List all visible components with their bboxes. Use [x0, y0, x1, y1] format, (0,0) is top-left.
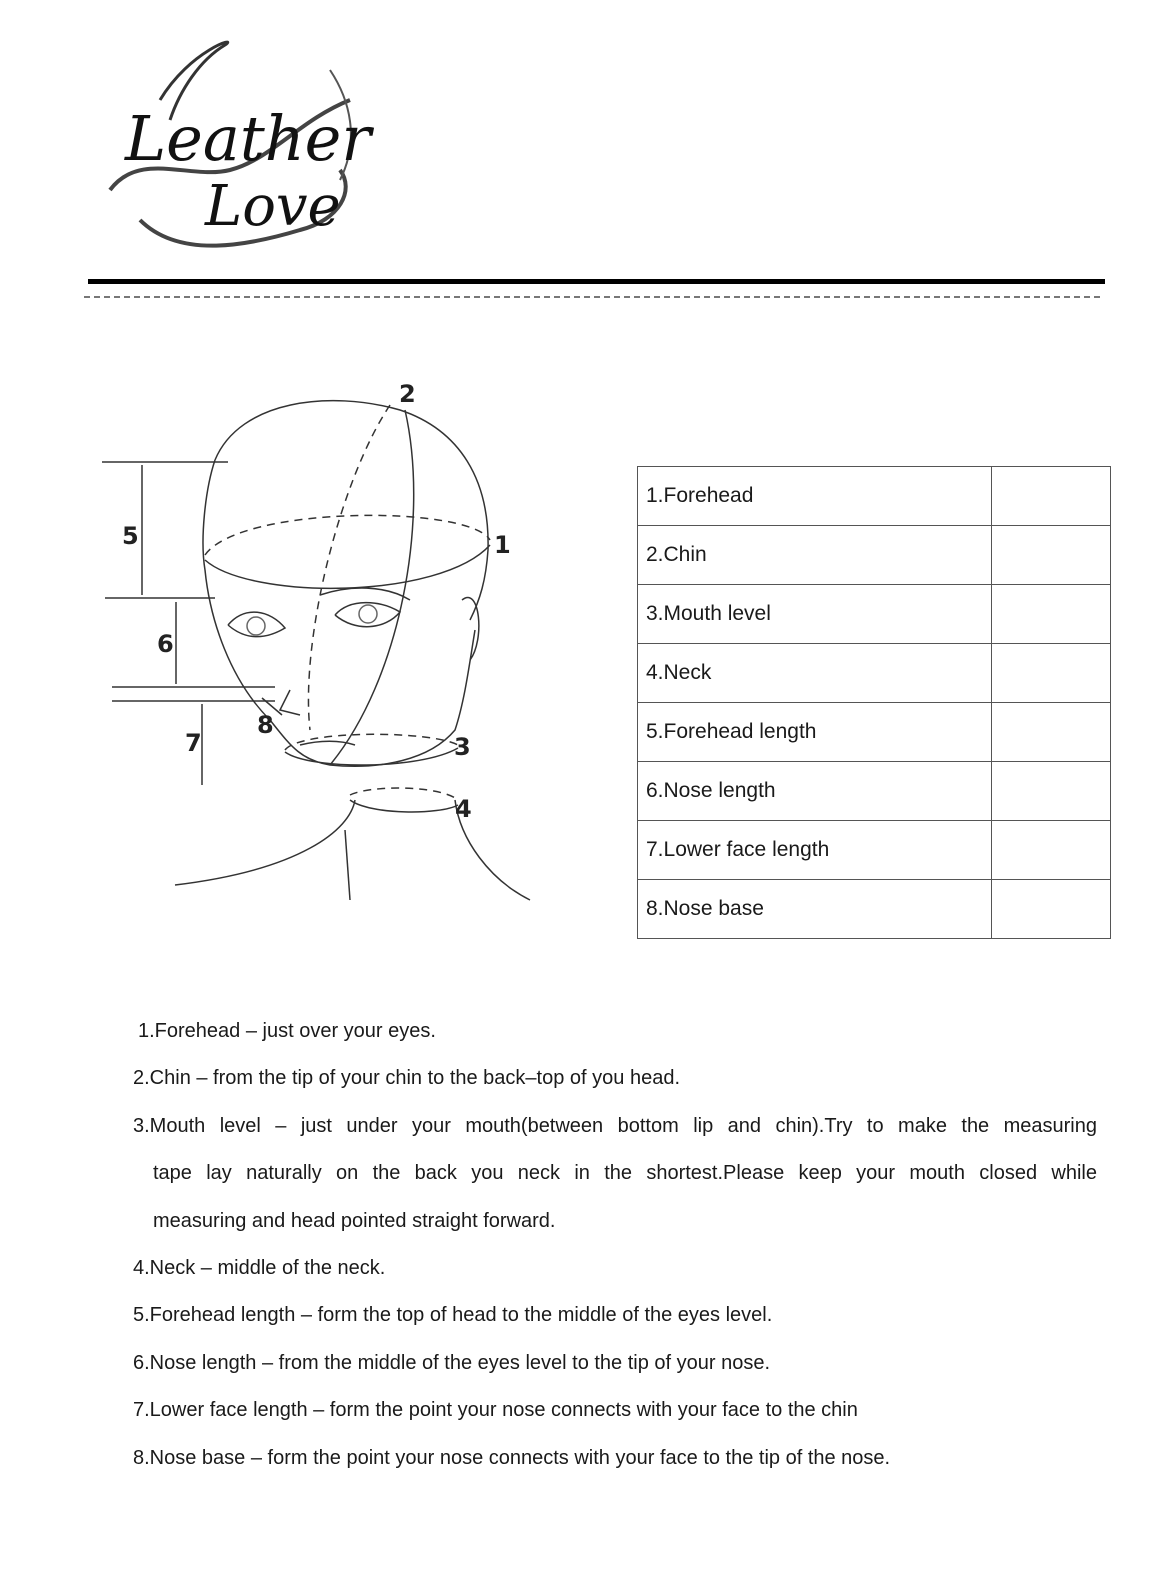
value-cell-nose-length[interactable]	[992, 762, 1111, 821]
diagram-label-7: 7	[185, 729, 202, 757]
diagram-label-8: 8	[257, 711, 274, 739]
value-cell-forehead[interactable]	[992, 467, 1111, 526]
row-label: 2.Chin	[638, 526, 992, 585]
head-measurement-diagram	[95, 370, 555, 910]
brand-logo	[100, 30, 380, 270]
row-label: 6.Nose length	[638, 762, 992, 821]
instruction-forehead-length: 5.Forehead length – form the top of head to the middle of the eyes level.	[133, 1304, 773, 1327]
value-cell-neck[interactable]	[992, 644, 1111, 703]
svg-text:Love: Love	[205, 174, 341, 239]
value-cell-chin[interactable]	[992, 526, 1111, 585]
row-label: 4.Neck	[638, 644, 992, 703]
diagram-label-4: 4	[455, 795, 472, 823]
diagram-label-1: 1	[494, 531, 511, 559]
instruction-nose-length: 6.Nose length – from the middle of the eyes level to the tip of your nose.	[133, 1351, 771, 1374]
instruction-neck: 4.Neck – middle of the neck.	[133, 1256, 386, 1279]
dashed-divider	[84, 296, 1100, 298]
instruction-forehead: 1.Forehead – just over your eyes.	[138, 1020, 436, 1042]
measurement-table	[637, 466, 1111, 939]
diagram-label-2: 2	[399, 380, 416, 408]
table-row	[638, 526, 1111, 585]
row-label: 7.Lower face length	[638, 821, 992, 880]
value-cell-forehead-length[interactable]	[992, 703, 1111, 762]
table-row	[638, 585, 1111, 644]
instruction-nose-base: 8.Nose base – form the point your nose connects with your face to the tip of the nose.	[133, 1446, 891, 1469]
table-row	[638, 880, 1111, 939]
table-row	[638, 762, 1111, 821]
row-label: 8.Nose base	[638, 880, 992, 939]
instruction-mouth-level-cont2: measuring and head pointed straight forward.	[153, 1209, 556, 1232]
svg-text:Leather: Leather	[125, 102, 372, 175]
row-label: 1.Forehead	[638, 467, 992, 526]
table-row	[638, 644, 1111, 703]
table-row	[638, 703, 1111, 762]
instruction-chin: 2.Chin – from the tip of your chin to the back–top of you head.	[133, 1067, 681, 1090]
instruction-mouth-level: 3.Mouth level – just under your mouth(between bottom lip and chin).Try to make the measuring	[133, 1114, 1097, 1137]
value-cell-lower-face-length[interactable]	[992, 821, 1111, 880]
diagram-label-6: 6	[157, 630, 174, 658]
measurement-instructions	[133, 1008, 1097, 1482]
row-label: 5.Forehead length	[638, 703, 992, 762]
value-cell-mouth-level[interactable]	[992, 585, 1111, 644]
diagram-label-5: 5	[122, 522, 139, 550]
row-label: 3.Mouth level	[638, 585, 992, 644]
diagram-label-3: 3	[454, 733, 471, 761]
value-cell-nose-base[interactable]	[992, 880, 1111, 939]
instruction-mouth-level-cont: tape lay naturally on the back you neck in the shortest.Please keep your mouth closed while	[153, 1162, 1097, 1185]
table-row	[638, 821, 1111, 880]
instruction-lower-face-length: 7.Lower face length – form the point your nose connects with your face to the chin	[133, 1399, 858, 1422]
table-row	[638, 467, 1111, 526]
header-rule	[88, 279, 1105, 284]
